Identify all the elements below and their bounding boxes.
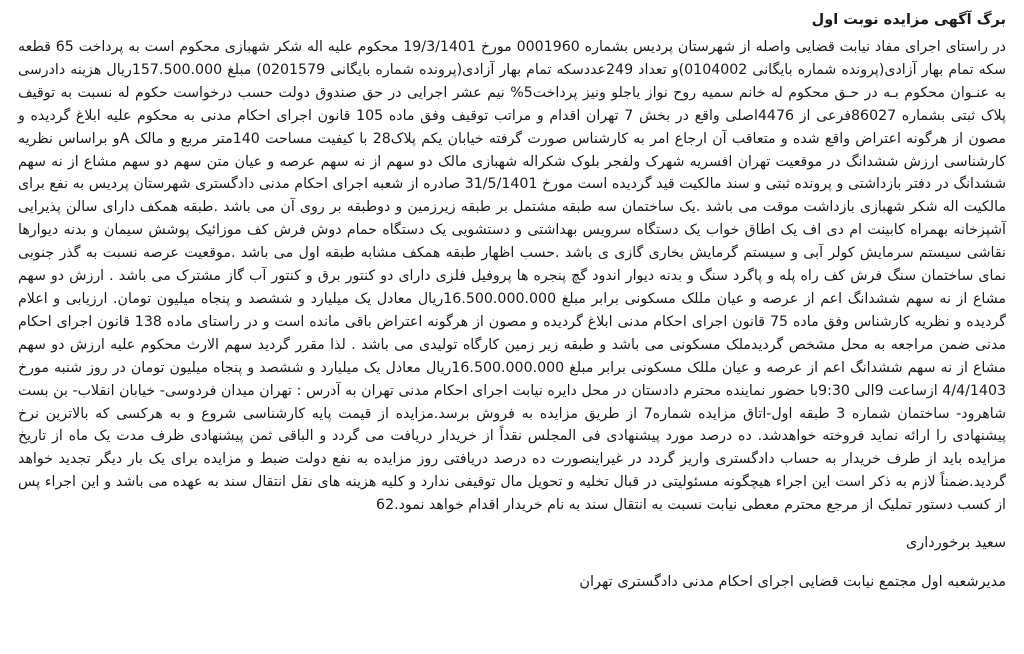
- signer-title: مدیرشعبه اول مجتمع نیابت قضایی اجرای احکام مدنی دادگستری تهران: [579, 574, 1006, 591]
- notice-title: برگ آگهی مزایده نوبت اول: [811, 12, 1006, 28]
- signer-name: سعید برخورداری: [905, 535, 1006, 552]
- notice-body: در راستای اجرای مفاد نیابت قضایی واصله از شهرستان پردیس بشماره 0001960 مورخ 19/3/1401 محکوم علیه اله شکر شهبازی محکوم است به پرداخت 65 قطعه سکه تمام بهار آزادی(پرونده شماره بایگانی 0104002)و تعداد 249عددسکه تمام بهار آزادی(پرونده شماره بایگانی 0201579) مبلغ 157.500.000ریال هزینه دادرسی به عنـوان محکوم بـه در حـق محکوم له خانم سمیه روح نواز یاجلو ونیز پرداخت5% نیم عشر اجرایی در حق صندوق دولت حسب درخواست حکوم له نسبت به توقیف پلاک ثبتی بشماره 86027فرعی از 4476اصلی واقع در بخش 7 تهران اقدام و مراتب توقیف وفق ماده 105 قانون اجرای احکام مدنی به محکوم علیه ابلاغ گردیده و مصون از هرگونه اعتراض واقع شده و متعاقب آن ارجاع امر به کارشناس صورت گرفته خیابان یکم پلاک28 با کیفیت مساحت 140متر مربع و مالک Aو براساس نظریه کارشناسی ارزش ششدانگ در موقعیت تهران افسریه شهرک ولفجر بلوک شکراله شهبازی مالک دو سهم از نه سهم عرصه و عیان متن سهم دو سهم مشاع از نه سهم ششدانگ در دفتر بازداشتی و پرونده ثبتی و سند مالکیت قید گردیده است مورخ 31/5/1401 صادره از شعبه اجرای احکام مدنی دادگستری شهرستان پردیس به نفع برای مالکیت اله شکر شهبازی بازداشت موقت می باشد .یک ساختمان سه طبقه مشتمل بر طبقه زیرزمین و دوطبقه بر روی آن می باشد .طبقه همکف دارای سالن پذیرایی آشپزخانه بهمراه کابینت ام دی اف یک اطاق خواب یک دستگاه سرویس بهداشتی و دستشویی یک دستگاه حمام دوش فرش کف موزائیک پوشش سیمان و بدنه دیوارها نقاشی سیستم سرمایش کولر آبی و سیستم گرمایش بخاری گازی ی باشد .حسب اظهار طبقه همکف مشابه طبقه اول می باشد .موقعیت عرصه نسبت به گذر جنوبی نمای ساختمان سنگ فرش کف راه پله و پاگرد سنگ و بدنه دیوار اندود گچ پنجره ها پروفیل فلزی دارای دو کنتور برق و کنتور آب گاز مشترک می باشد . ارزش دو سهم مشاع از نه سهم ششدانگ اعم از عرصه و عیان مللک مسکونی برابر مبلغ 16.500.000.000ریال معادل یک میلیارد و ششصد و پنجاه میلیون تومان. ارزیابی و اعلام گردیده و نظریه کارشناس وفق ماده 75 قانون اجرای احکام مدنی ابلاغ گردیده و مصون از هرگونه اعتراض باقی مانده است و در راستای ماده 138 قانون اجرای احکام مدنی ضمن مراجعه به محل مشخص گردیدملک مسکونی می باشد و طبقه زیر زمین کارگاه تولیدی می باشد . لذا مقرر گردید سهم الارث محکوم علیه ارزش دو سهم مشاع از نه سهم ششدانگ اعم از عرصه و عیان مللک مسکونی برابر مبلغ 16.500.000.000ریال معادل یک میلیارد و ششصد و پنجاه میلیون تومان در روز شنبه مورخ 4/4/1403 ازساعت 9الی 9:30با حضور نماینده محترم دادستان در محل دایره نیابت اجرای احکام مدنی تهران به آدرس : تهران میدان فردوسی- خیابان انقلاب- بن بست شاهرود- ساختمان شماره 3 طبقه اول-اتاق مزایده شماره7 از طریق مزایده به فروش برسد.مزایده از قیمت پایه کارشناسی شروع و به هرکسی که بالاترین نرخ پیشنهادی را ارائه نماید فروخته خواهدشد. ده درصد مورد پیشنهادی فی المجلس نقداً از خریدار دریافت می گردد و الباقی ثمن پیشنهادی ظرف مدت یک ماه از تاریخ مزایده باید از طرف خریدار به حساب دادگستری واریز گردد در غیراینصورت ده درصد دریافتی روز مزایده به نفع دولت ضبط و مزایده برای یک بار دیگر تجدید خواهد گردید.ضمناً لازم به ذکر است این اجراء هیچگونه مسئولیتی در قبال تخلیه و تحویل مال توقیفی ندارد و کلیه هزینه های نقل انتقال سند به عهده می باشد و این اجراء پس از کسب دستور تملیک از مرجع محترم معطی نیابت نسبت به انتقال سند به نام خریدار اقدام خواهد نمود.62: [18, 39, 1007, 514]
